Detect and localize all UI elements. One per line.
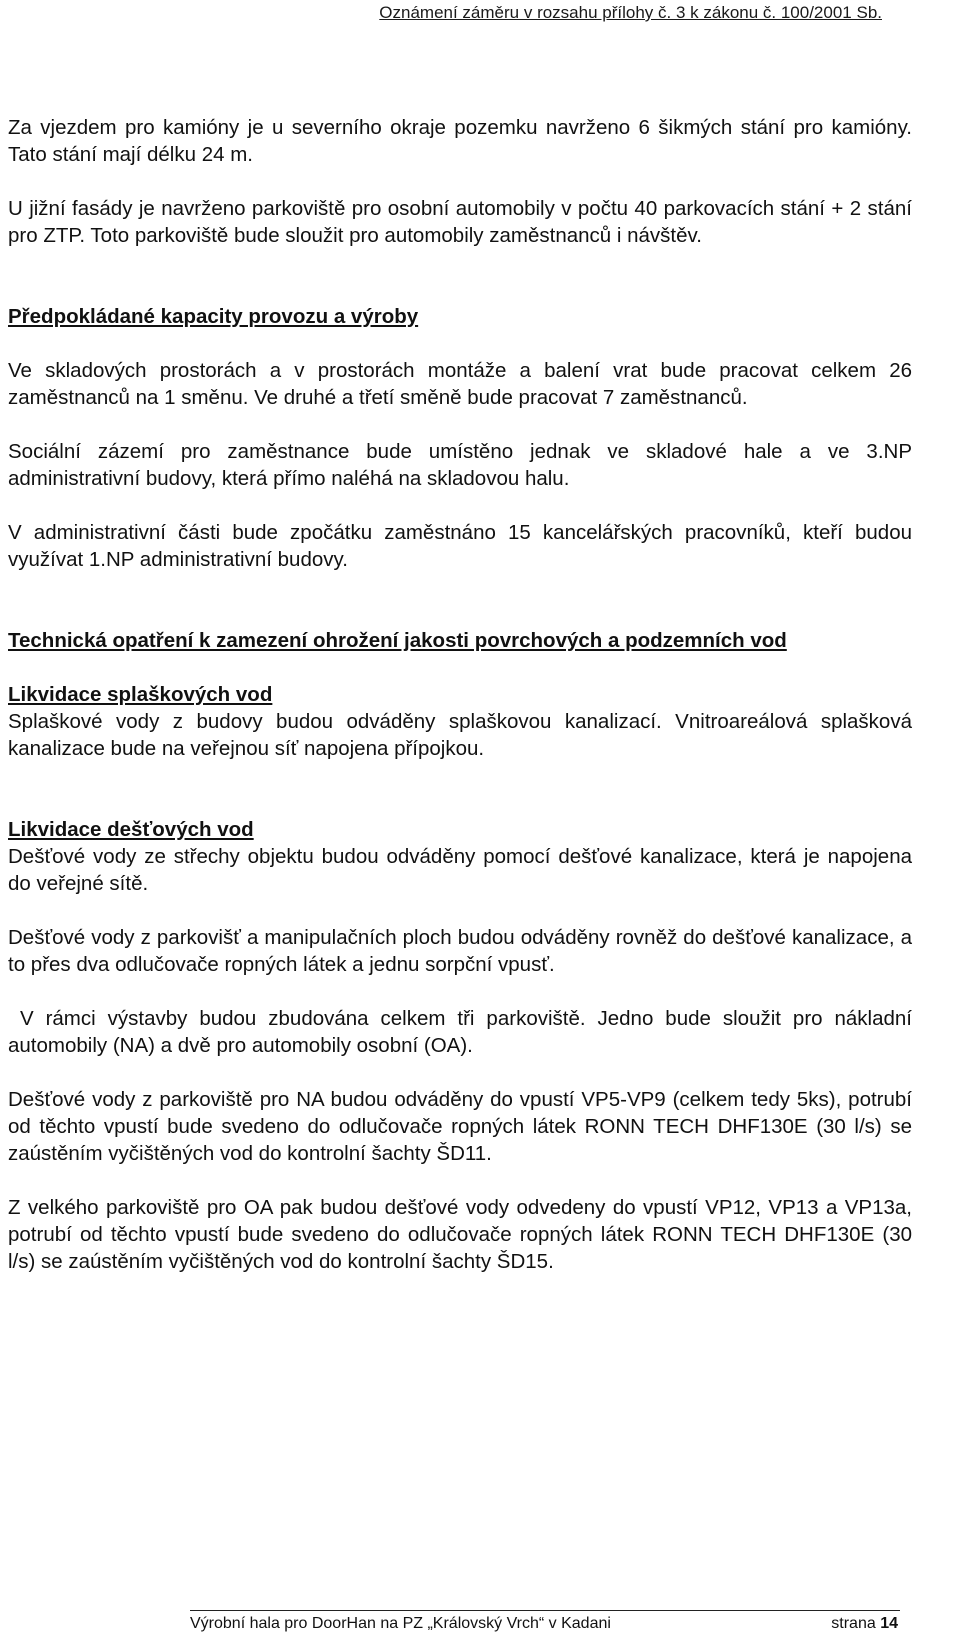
heading-water-protection: Technická opatření k zamezení ohrožení jakosti povrchových a podzemních vod [8,629,787,652]
paragraph-sewage: Splaškové vody z budovy budou odváděny splaškovou kanalizací. Vnitroareálová splašková kanalizace bude na veřejnou síť napojena přípojkou. [8,710,912,760]
footer-divider [190,1610,900,1611]
footer-title: Výrobní hala pro DoorHan na PZ „Královský Vrch“ v Kadani [190,1615,611,1632]
paragraph-workers: Ve skladových prostorách a v prostorách montáže a balení vrat bude pracovat celkem 26 zaměstnanců na 1 směnu. Ve druhé a třetí směně bude pracovat 7 zaměstnanců. [8,359,912,409]
page-number-value: 14 [880,1615,898,1632]
page-header [0,0,960,24]
page-number [831,1614,898,1634]
heading-sewage: Likvidace splaškových vod [8,683,273,706]
page-label: strana [831,1615,876,1632]
header-title: Oznámení záměru v rozsahu přílohy č. 3 k zákonu č. 100/2001 Sb. [379,3,882,22]
paragraph-social-facilities: Sociální zázemí pro zaměstnance bude umístěno jednak ve skladové hale a ve 3.NP administrativní budovy, která přímo naléhá na skladovou halu. [8,440,912,490]
paragraph-truck-parking: Za vjezdem pro kamióny je u severního okraje pozemku navrženo 6 šikmých stání pro kamióny. Tato stání mají délku 24 m. [8,116,912,166]
heading-capacities: Předpokládané kapacity provozu a výroby [8,305,419,328]
paragraph-car-rainwater: Z velkého parkoviště pro OA pak budou dešťové vody odvedeny do vpustí VP12, VP13 a VP13a, potrubí od těchto vpustí bude svedeno do odlučovače ropných látek RONN TECH DHF130E (30 l/s) se zaústěním vyčištěných vod do kontrolní šachty ŠD15. [8,1196,912,1273]
paragraph-car-parking: U jižní fasády je navrženo parkoviště pro osobní automobily v počtu 40 parkovacích stání + 2 stání pro ZTP. Toto parkoviště bude sloužit pro automobily zaměstnanců i návštěv. [8,197,912,247]
paragraph-office-staff: V administrativní části bude zpočátku zaměstnáno 15 kancelářských pracovníků, kteří budou využívat 1.NP administrativní budovy. [8,521,912,571]
paragraph-truck-rainwater: Dešťové vody z parkoviště pro NA budou odváděny do vpustí VP5-VP9 (celkem tedy 5ks), potrubí od těchto vpustí bude svedeno do odlučovače ropných látek RONN TECH DHF130E (30 l/s) se zaústěním vyčištěných vod do kontrolní šachty ŠD11. [8,1088,912,1165]
heading-rainwater: Likvidace dešťových vod [8,818,254,841]
document-body [8,114,918,1275]
paragraph-parking-rainwater: Dešťové vody z parkovišť a manipulačních ploch budou odváděny rovněž do dešťové kanalizace, a to přes dva odlučovače ropných látek a jednu sorpční vpusť. [8,926,912,976]
paragraph-parking-lots: V rámci výstavby budou zbudována celkem tři parkoviště. Jedno bude sloužit pro nákladní automobily (NA) a dvě pro automobily osobní (OA). [8,1007,918,1057]
paragraph-roof-rainwater: Dešťové vody ze střechy objektu budou odváděny pomocí dešťové kanalizace, která je napojena do veřejné sítě. [8,845,912,895]
